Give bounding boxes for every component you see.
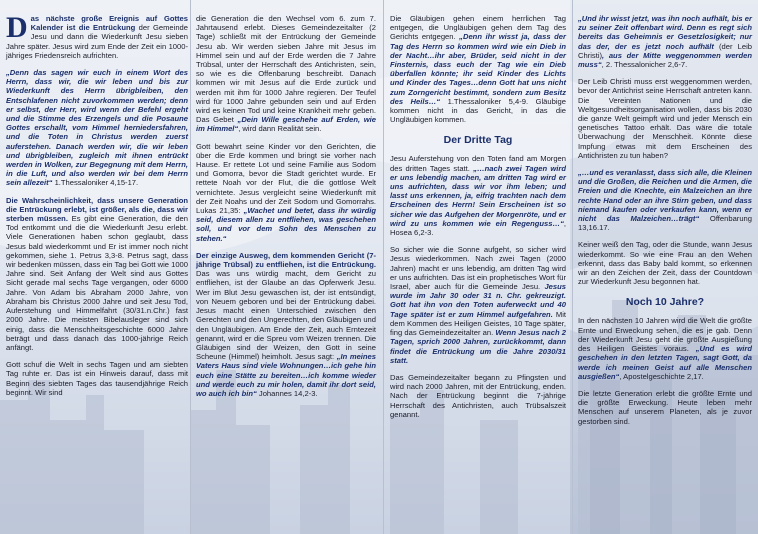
paragraph-end: Gläubige kommen nicht in das Gericht, in das die Ungläubigen kommen. <box>390 96 566 125</box>
quote-thessalonians-2 <box>578 14 752 69</box>
john-quote: „In meines Vaters Haus sind viele Wohnungen…ich gehe hin euch eine Stätte zu bereiten…ich komme wieder und werde euch zu mir holen, damit ihr dort seid, wo auch ich bin“ <box>196 352 376 398</box>
prayer-quote: „Dein Wille geschehe auf Erden, wie im Himmel“ <box>196 115 376 134</box>
emphasis-rapture-date: Wenn Jesus nach 2 Tagen, sprich 2000 Jahren, zurückkommt, dann findet die Entrückung um die Jahre 2030/31 statt. <box>390 328 566 365</box>
heading-third-day: Der Dritte Tag <box>443 134 513 147</box>
column-4 <box>578 14 752 434</box>
paragraph-lead: Die Wahrscheinlichkeit, dass unsere Generation die Entrückung erlebt, ist größer, als die, dass wir sterben müssen. <box>6 195 188 224</box>
paragraph-sunrise <box>390 245 566 365</box>
paragraph-creation <box>6 360 188 397</box>
paragraph-body: die Generation die den Wechsel vom 6. zum 7. Jahrtausend erlebt. Dieses Gemeindezeitalter (2 Tage) schließt mit der Entrückung der Gemeinde Jesu ab. Wir werden sieben Jahre mit Jesus im Himmel sein und auf der Erde werden die 7 Jahre Trübsal, unter der Herrschaft des Antichristen, sein, so wie es die Offenbarung beschreibt. Danach kommen wir mit Jesus auf die Erde zurück und werden mit ihm für 1000 Jahre regieren. Der Teufel wird für 1000 Jahre gebunden sein und auf Erden wird es keinen Tod und keine Krankheit mehr geben. Das Gebet <box>196 14 376 125</box>
acts-quote: „Und es wird geschehen in den letzten Tagen, sagt Gott, da werde ich meinen Geist auf alle Menschen ausgießen“ <box>578 344 752 381</box>
quote-text: „Denn das sagen wir euch in einem Wort des Herrn, dass wir, die wir leben und bis zur Wiederkunft des Herrn übrigbleiben, den Entschlafenen nicht zuvorkommen werden; denn er selbst, der Herr, wird wenn der Befehl ergeht und die Stimme des Erzengels und die Posaune Gottes erschallt, vom Himmel herniedersfahren, und die Toten in Christus werden zuerst auferstehen. Danach werden wir, die wir leben und übrigbleiben, zugleich mit ihnen entrückt werden in Wolken, zur Begegnung mit dem Herrn, in die Luft, und also werden wir bei dem Herrn sein allezeit“ <box>6 68 188 188</box>
quote-text: „…und es veranlasst, dass sich alle, die Kleinen und die Großen, die Reichen und die Armen, die Freien und die Knechte, ein Malzeichen an ihre rechte Hand oder an ihre Stirn geben, und dass niemand kaufen oder verkaufen kann, wenn er nicht das Malzeichen…trägt“ <box>578 168 752 224</box>
paragraph-body: In den nächsten 10 Jahren wird die Welt die größte Ernte und Erweckung sehen, die es je gab. Denn der Wiederkunft Jesu geht die größte Ausgießung des Heiligen Geistes voraus. <box>578 316 752 354</box>
quote-thessalonians-4 <box>6 68 188 188</box>
paragraph-countdown <box>578 240 752 286</box>
quote-reference: 1.Thessaloniker 4,15-17. <box>54 178 139 188</box>
intro-lead: as nächste große Ereignis auf Gottes Kalender ist die Entrückung <box>30 14 188 33</box>
paragraph-probability <box>6 196 188 352</box>
quote-text: „Und ihr wisst jetzt, was ihn noch aufhält, bis er zu seiner Zeit offenbart wird. Denn es regt sich bereits das Geheimnis er Gesetzlosigkeit; nur das der, der es jetzt noch aufhält <box>578 14 752 51</box>
thessalonians-5-quote: „Denn ihr wisst ja, dass der Tag des Herrn so kommen wird wie ein Dieb in der Nacht…ihr aber, Brüder, seid nicht in der Finsternis, dass euch der Tag wie ein Dieb überfallen könnte; ihr seid Kinder des Lichts und Kinder des Tages…denn Gott hat uns nicht zum Zorngericht bestimmt, sondern zum Besitz des Heils…“ <box>390 32 566 106</box>
paragraph-last-generation <box>578 389 752 426</box>
emphasis-crucifixion: Jesus wurde im Jahr 30 oder 31 n. Chr. gekreuzigt. Gott hat ihn von den Toten auferweckt und 40 Tage später ist er zum Himmel aufgefahren. <box>390 282 566 319</box>
paragraph-antichrist <box>578 77 752 160</box>
quote-text-end: , aus der Mitte weggenommen werden muss“ <box>578 50 752 70</box>
paragraph-church-age <box>390 373 566 419</box>
fold-line-2 <box>383 0 384 534</box>
quote-reference: Johannes 14,2-3. <box>258 388 318 398</box>
column-3 <box>390 14 566 427</box>
column-1 <box>6 11 188 405</box>
drop-cap: D <box>6 11 28 44</box>
fold-line-3 <box>572 0 573 534</box>
quote-reference: , Apostelgeschichte 2,17. <box>619 371 704 381</box>
quote-reference: 1.Thessaloniker 5,4-9. <box>447 96 529 106</box>
fold-line-1 <box>190 0 191 534</box>
paragraph-generation <box>196 14 376 134</box>
paragraph-protection <box>196 142 376 243</box>
paragraph-lead: Der einzige Ausweg, dem kommenden Gericht (7-jährige Trübsal) zu entfliehen, ist die Entrückung. <box>196 250 376 270</box>
paragraph-body: Keiner weiß den Tag, oder die Stunde, wann Jesus wiederkommt. So wie eine Frau an den Wehen erkennt, dass das Baby bald kommt, so erkennen wir an den Zeichen der Zeit, dass der Countdown zur Wiederkunft Jesu begonnen hat. <box>578 240 752 287</box>
quote-revelation <box>578 168 752 232</box>
column-2 <box>196 14 376 406</box>
luke-quote: „Wachet und betet, dass ihr würdig seid, diesem allen zu entfliehen, was geschehen soll, und vor dem Sohn des Menschen zu stehen.“ <box>196 206 376 243</box>
quote-parenthesis: (der Leib Christi) <box>578 41 752 60</box>
paragraph-body: Die letzte Generation erlebt die größte Ernte und die größte Erweckung. Heute leben mehr Menschen auf unserem Planeten, als je zuvor gestorben sind. <box>578 388 752 426</box>
paragraph-escape <box>196 251 376 398</box>
quote-reference: , 2. Thessalonicher 2,6-7. <box>601 60 688 70</box>
paragraph-body: Gott schuf die Welt in sechs Tagen und am siebten Tag ruhte er. Das ist ein Hinweis darauf, dass mit Beginn des siebten Tages das tausendjährige Reich beginnt. Wir sind <box>6 360 188 397</box>
paragraph-body: Das Gemeindezeitalter begann zu Pfingsten und wird nach 2000 Jahren, mit der Entrückung, enden. Nach der Entrückung beginnt die 7-jährige Herrschaft des Antichristen, auch Trübsalszeit genannt. <box>390 372 566 419</box>
quote-reference: Offenbarung 13,16.17. <box>578 214 752 233</box>
paragraph-body: Jesu Auferstehung von den Toten fand am Morgen des dritten Tages statt. <box>390 154 566 173</box>
quote-reference: , Hosea 6,2-3. <box>390 218 566 238</box>
hosea-quote: „…nach zwei Tagen wird er uns lebendig machen, am dritten Tag wird er uns aufrichten, dass wir vor ihm leben; und lasst uns erkennen, ja, eifrig trachten nach dem Erscheinen des Herrn! Sein Erscheinen ist so sicher wie das Aufgehen der Morgenröte, und er wird zu uns kommen wie ein Regenguss…“ <box>390 163 567 228</box>
paragraph-body: Das was uns würdig macht, dem Gericht zu entfliehen, ist der Glaube an das Opferwerk Jesu. Wer im Blut Jesu gewaschen ist, der ist entsündigt, von Neuem geboren und bei der Entrückung dabei. Jesus macht einen Unterschied zwischen den Gerechten und den Ungerechten, den Gläubigen und den Ungläubigen. Am Ende der Zeit, auch Erntezeit genannt, wird er die Spreu vom Weizen trennen. Die Gläubigen sind der Weizen, den Gott in seine Scheune (Himmel) heimholt. Jesus sagt: <box>196 269 376 362</box>
intro-rest: der Gemeinde Jesu und dann die Wiederkunft Jesu sieben Jahre später. Jesus wird zum Ende der Zeit ein 1000-jähriges Friedensreich aufrichten. <box>6 23 188 60</box>
paragraph-body: So sicher wie die Sonne aufgeht, so sicher wird Jesus wiederkommen. Nach zwei Tagen (2000 Jahren) macht er uns lebendig, am dritten Tag wird er uns aufrichten. Das ist ein prophetisches Wort für Israel, aber auch für die Gemeinde Jesu. <box>390 245 566 292</box>
heading-ten-years: Noch 10 Jahre? <box>625 296 705 309</box>
paragraph-believers <box>390 14 566 124</box>
paragraph-body: Es gibt eine Generation, die den Tod entkommt und die die Wiederkunft Jesu erlebt. Viele Generationen haben schon geglaubt, dass Jesus bald wiederkommt und Er ist immer noch nicht gekommen, siehe 1. Petrus 3,3-8. Petrus sagt, dass wir bedenken müssen, dass ein Tag bei Gott wie 1000 Jahre sind. Seit Anfang der Welt sind aus Gottes Sicht gerade mal sechs Tage vergangen, oder 6000 Jahre. Von Adam bis Abraham 2000 Jahre, von Abraham bis Christus 2000 Jahre und seit Jesu Tod, Auferstehung und Himmelfahrt (30/31.n.Chr.) fast 2000 Jahre. Die meisten Bibelausleger sind sich einig, dass die Menschheitsgeschichte 6000 Jahre beträgt und dass danach das 1000-jährige Reich anfängt. <box>6 214 188 352</box>
paragraph-body: Der Leib Christi muss erst weggenommen werden, bevor der Antichrist seine Herrschaft antreten kann. Die Vereinten Nationen und die Weltgesundheitsorganisation wollen, dass bis 2030 die ganze Welt geimpft wird und jeder Mensch ein genetisches Tattoo erhält. Das wäre die totale Überwachung der Menschheit. Könnte diese Impfung etwas mit dem Erscheinen des Antichristen zu tun haben? <box>578 77 752 160</box>
paragraph-body: Gott bewahrt seine Kinder vor den Gerichten, die über die Erde kommen und bringt sie vorher nach Hause. Er rettete Lot und seine Familie aus Sodom und Gomorra, bevor die Stadt gerichtet wurde. Er rettete Noah vor der Flut, die die gottlose Welt vernichtete. Jesus vergleicht seine Wiederkunft mit der Zeit Noahs und der Zeit Sodom und Gomorrahs. Lukas 21,35: <box>196 141 376 216</box>
paragraph-harvest <box>578 316 752 380</box>
paragraph-middle: Mit dem Kommen des Heiligen Geistes, 10 Tage später, fing das Gemeindezeitalter an. <box>390 309 566 338</box>
intro-paragraph <box>6 11 188 60</box>
paragraph-resurrection <box>390 154 566 237</box>
paragraph-end: , wird dann Realität sein. <box>238 124 322 134</box>
paragraph-body: Die Gläubigen gehen einem herrlichen Tag entgegen, die Ungläubigen gehen dem Tag des Gerichts entgegen. <box>390 14 566 42</box>
